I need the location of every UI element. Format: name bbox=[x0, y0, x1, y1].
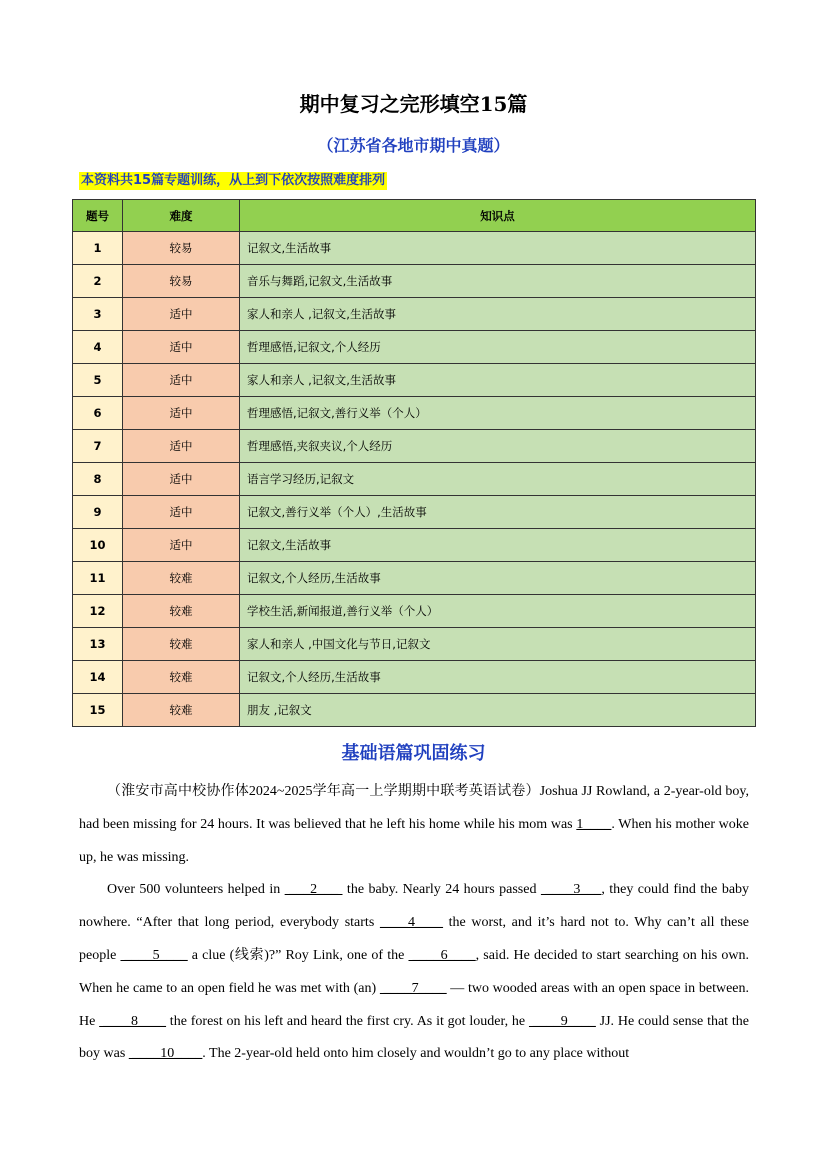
table-row bbox=[73, 562, 756, 595]
header-difficulty: 难度 bbox=[123, 200, 240, 232]
passage-paragraph-1 bbox=[79, 776, 749, 874]
row-difficulty: 适中 bbox=[123, 298, 240, 331]
table-row bbox=[73, 661, 756, 694]
row-topic: 语言学习经历,记叙文 bbox=[240, 463, 756, 496]
table-header-row bbox=[73, 200, 756, 232]
passage-text: the forest on his left and heard the first cry. As it got louder, he bbox=[165, 1013, 529, 1029]
section-title: 基础语篇巩固练习 bbox=[341, 743, 486, 764]
row-difficulty: 适中 bbox=[123, 397, 240, 430]
row-topic: 记叙文,生活故事 bbox=[240, 529, 756, 562]
blank-9: ____9____ bbox=[528, 1013, 596, 1029]
row-number: 13 bbox=[73, 628, 123, 661]
row-number: 15 bbox=[73, 694, 123, 727]
row-number: 4 bbox=[73, 331, 123, 364]
row-number: 3 bbox=[73, 298, 123, 331]
row-difficulty: 较难 bbox=[123, 628, 240, 661]
blank-7: ____7____ bbox=[379, 980, 447, 996]
table-row bbox=[73, 529, 756, 562]
blank-5: ____5____ bbox=[120, 947, 188, 963]
blank-3: ____3___ bbox=[540, 882, 602, 898]
passage bbox=[79, 776, 749, 1071]
passage-text: , they could find the baby nowhere. “After that long period, everybody starts bbox=[79, 882, 750, 931]
row-topic: 哲理感悟,记叙文,善行义举（个人） bbox=[240, 397, 756, 430]
row-number: 9 bbox=[73, 496, 123, 529]
table-row bbox=[73, 232, 756, 265]
passage-text: . When his mother woke up, he was missing. bbox=[79, 816, 749, 865]
row-number: 10 bbox=[73, 529, 123, 562]
row-difficulty: 较难 bbox=[123, 595, 240, 628]
table-row bbox=[73, 298, 756, 331]
passage-text: the worst, and it’s hard not to. Why can’t all these people bbox=[79, 915, 749, 963]
passage-text: Over 500 volunteers helped in bbox=[107, 882, 285, 898]
table-row bbox=[73, 595, 756, 628]
row-difficulty: 适中 bbox=[123, 529, 240, 562]
table-row bbox=[73, 628, 756, 661]
table-row bbox=[73, 364, 756, 397]
passage-text: , said. He decided to start searching on his own. When he came to an open field he was met with (an) bbox=[79, 947, 749, 996]
row-topic: 家人和亲人 ,中国文化与节日,记叙文 bbox=[240, 628, 756, 661]
blank-6: ____6____ bbox=[408, 947, 476, 963]
row-difficulty: 适中 bbox=[123, 463, 240, 496]
document-subtitle: （江苏省各地市期中真题） bbox=[317, 136, 510, 155]
difficulty-note: 本资料共15篇专题训练，从上到下依次按照难度排列 bbox=[81, 173, 386, 188]
header-topic: 知识点 bbox=[240, 200, 756, 232]
row-topic: 记叙文,个人经历,生活故事 bbox=[240, 661, 756, 694]
table-row bbox=[73, 331, 756, 364]
row-number: 7 bbox=[73, 430, 123, 463]
row-difficulty: 适中 bbox=[123, 496, 240, 529]
row-topic: 哲理感悟,夹叙夹议,个人经历 bbox=[240, 430, 756, 463]
table-row bbox=[73, 265, 756, 298]
row-number: 14 bbox=[73, 661, 123, 694]
row-topic: 记叙文,个人经历,生活故事 bbox=[240, 562, 756, 595]
passage-paragraph-2 bbox=[79, 874, 749, 1071]
row-topic: 家人和亲人 ,记叙文,生活故事 bbox=[240, 364, 756, 397]
row-topic: 学校生活,新闻报道,善行义举（个人） bbox=[240, 595, 756, 628]
row-number: 12 bbox=[73, 595, 123, 628]
row-topic: 记叙文,生活故事 bbox=[240, 232, 756, 265]
row-difficulty: 较难 bbox=[123, 562, 240, 595]
passage-text: a clue (线索)?” Roy Link, one of the bbox=[187, 947, 409, 963]
blank-2: ___2___ bbox=[284, 882, 343, 898]
blank-4: ____4____ bbox=[379, 915, 443, 931]
passage-text: . The 2-year-old held onto him closely and wouldn’t go to any place without bbox=[202, 1046, 630, 1062]
header-number: 题号 bbox=[73, 200, 123, 232]
table-row bbox=[73, 496, 756, 529]
row-topic: 家人和亲人 ,记叙文,生活故事 bbox=[240, 298, 756, 331]
passage-text: Joshua JJ Rowland, a 2-year-old boy, had been missing for 24 hours. It was believed that he left his home while his mom was bbox=[79, 784, 750, 832]
blank-10: ____10____ bbox=[128, 1046, 203, 1062]
row-difficulty: 适中 bbox=[123, 430, 240, 463]
passage-text: the baby. Nearly 24 hours passed bbox=[342, 882, 541, 898]
table-row bbox=[73, 397, 756, 430]
row-topic: 记叙文,善行义举（个人）,生活故事 bbox=[240, 496, 756, 529]
table-row bbox=[73, 694, 756, 727]
row-topic: 音乐与舞蹈,记叙文,生活故事 bbox=[240, 265, 756, 298]
passage-source: （淮安市高中校协作体2024~2025学年高一上学期期中联考英语试卷） bbox=[107, 784, 540, 799]
row-difficulty: 较易 bbox=[123, 232, 240, 265]
row-difficulty: 较难 bbox=[123, 694, 240, 727]
row-difficulty: 较易 bbox=[123, 265, 240, 298]
row-number: 1 bbox=[73, 232, 123, 265]
row-difficulty: 适中 bbox=[123, 331, 240, 364]
row-number: 8 bbox=[73, 463, 123, 496]
blank-1: 1____ bbox=[576, 816, 612, 832]
table-row bbox=[73, 463, 756, 496]
row-number: 2 bbox=[73, 265, 123, 298]
row-difficulty: 适中 bbox=[123, 364, 240, 397]
row-difficulty: 较难 bbox=[123, 661, 240, 694]
blank-8: ____8____ bbox=[99, 1013, 166, 1029]
row-number: 6 bbox=[73, 397, 123, 430]
document-title: 期中复习之完形填空15篇 bbox=[299, 92, 528, 116]
row-topic: 哲理感悟,记叙文,个人经历 bbox=[240, 331, 756, 364]
knowledge-table bbox=[72, 199, 756, 727]
row-number: 5 bbox=[73, 364, 123, 397]
passage-text: — two wooded areas with an open space in between. He bbox=[79, 980, 750, 1029]
row-number: 11 bbox=[73, 562, 123, 595]
table-row bbox=[73, 430, 756, 463]
row-topic: 朋友 ,记叙文 bbox=[240, 694, 756, 727]
passage-text: JJ. He could sense that the boy was bbox=[79, 1013, 749, 1062]
